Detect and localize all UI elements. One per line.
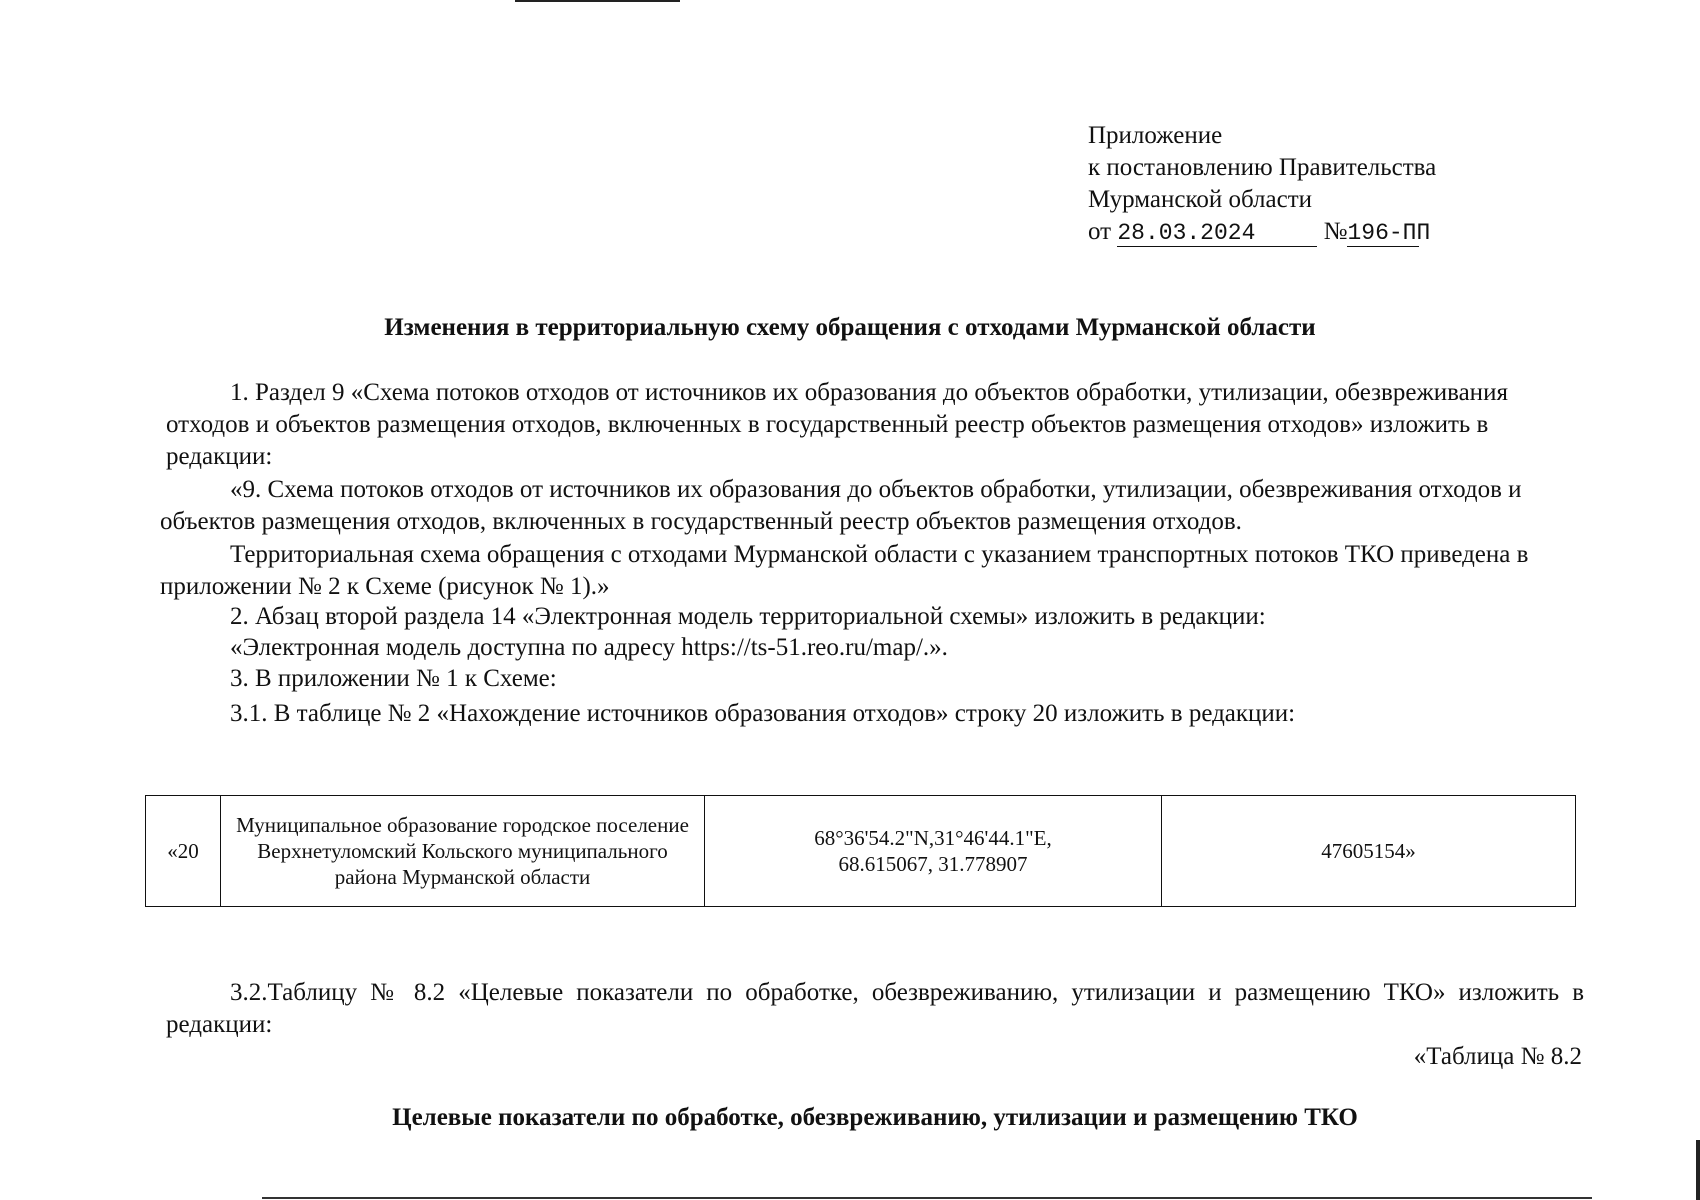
source-table (145, 795, 1576, 907)
appendix-line-3: Мурманской области (1088, 186, 1313, 213)
date-prefix: от (1088, 218, 1112, 245)
scan-artifact-top-line (515, 0, 680, 2)
date-value: 28.03.2024 (1117, 220, 1256, 246)
number-value: 196-ПП (1347, 220, 1431, 246)
cell-municipality: Муниципальное образование городское поселение Верхнетуломский Кольского муниципального района Мурманской области (221, 796, 705, 907)
date-field (1117, 219, 1317, 247)
coords-line-1: 68°36'54.2"N,31°46'44.1"E, (814, 826, 1052, 850)
paragraph-2: «9. Схема потоков отходов от источников их образования до объектов обработки, утилизации, обезвреживания отходов и объектов размещения отходов, включенных в государственный реестр объектов размещения отходов. (160, 476, 1522, 535)
cell-oktmo: 47605154» (1162, 796, 1576, 907)
coords-line-2: 68.615067, 31.778907 (838, 852, 1028, 876)
paragraph-7: 3.1. В таблице № 2 «Нахождение источников образования отходов» строку 20 изложить в редакции: (230, 700, 1296, 727)
cell-number: «20 (146, 796, 221, 907)
document-title: Изменения в территориальную схему обращения с отходами Мурманской области (384, 314, 1316, 341)
paragraph-1: 1. Раздел 9 «Схема потоков отходов от источников их образования до объектов обработки, утилизации, обезвреживания отходов и объектов размещения отходов, включенных в государственный реестр объектов размещения отходов» изложить в редакции: (166, 379, 1508, 470)
number-field (1347, 219, 1431, 247)
section-title: Целевые показатели по обработке, обезвреживанию, утилизации и размещению ТКО (392, 1104, 1358, 1131)
appendix-line-1: Приложение (1088, 122, 1223, 149)
scan-artifact-bottom-line (262, 1197, 1592, 1199)
appendix-line-2: к постановлению Правительства (1088, 154, 1437, 181)
paragraph-3: Территориальная схема обращения с отходами Мурманской области с указанием транспортных потоков ТКО приведена в приложении № 2 к Схеме (рисунок № 1).» (160, 541, 1529, 600)
appendix-block (1088, 120, 1436, 248)
scan-artifact-right-edge (1696, 1140, 1700, 1200)
appendix-date-line (1088, 216, 1436, 248)
paragraph-3-2: 3.2.Таблицу № 8.2 «Целевые показатели по обработке, обезвреживанию, утилизации и размещению ТКО» изложить в редакции: (166, 979, 1584, 1038)
paragraph-6: 3. В приложении № 1 к Схеме: (230, 665, 557, 692)
cell-coordinates (705, 796, 1162, 907)
paragraph-5: «Электронная модель доступна по адресу https://ts-51.reo.ru/map/.». (230, 634, 948, 661)
table-label: «Таблица № 8.2 (1413, 1043, 1582, 1070)
paragraph-4: 2. Абзац второй раздела 14 «Электронная модель территориальной схемы» изложить в редакции: (230, 603, 1266, 630)
number-prefix: № (1323, 218, 1348, 245)
table-row (146, 796, 1576, 907)
